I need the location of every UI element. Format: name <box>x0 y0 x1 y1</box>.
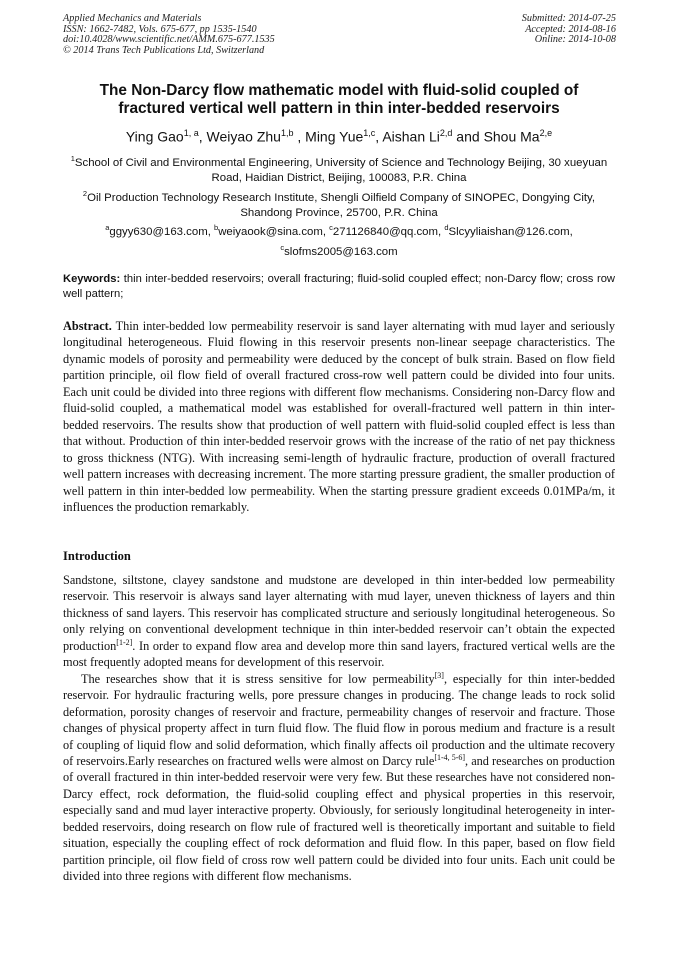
author-name: Ming Yue <box>305 128 364 145</box>
email-address: Slcyyliaishan@126.com, <box>448 225 573 238</box>
affiliation-2 <box>60 186 618 221</box>
author-separator: and <box>452 128 484 145</box>
citation-ref: [1-2] <box>116 637 133 647</box>
affiliation-1 <box>60 151 618 186</box>
abstract <box>63 318 615 515</box>
email-address: slofms2005@163.com <box>284 245 398 258</box>
introduction-body <box>63 572 615 885</box>
intro-text: . In order to expand flow area and develop more thin sand layers, fractured vertical wells are the most frequently adopted means for development of this reservoir. <box>63 638 615 670</box>
email-mark: c <box>329 223 333 232</box>
keywords <box>63 272 615 302</box>
title-line-2: fractured vertical well pattern in thin inter-bedded reservoirs <box>118 100 560 117</box>
intro-paragraph-1 <box>63 572 615 671</box>
online-date: Online: 2014-10-08 <box>534 34 616 46</box>
submitted-date: Submitted: 2014-07-25 <box>521 13 616 24</box>
author-separator: , <box>198 128 207 145</box>
affiliation-mark: 1 <box>70 154 75 163</box>
email-mark: d <box>444 223 449 232</box>
email-mark: b <box>214 223 219 232</box>
email-address: 271126840@qq.com, <box>332 225 445 238</box>
author-affiliation-mark: 2,e <box>539 128 553 138</box>
author-affiliation-mark: 2,d <box>439 128 453 138</box>
keywords-label: Keywords: <box>63 273 121 285</box>
citation-ref: [3] <box>434 670 444 680</box>
author-list <box>40 124 638 146</box>
email-address: weiyaook@sina.com, <box>218 225 330 238</box>
intro-text: The researches show that it is stress sensitive for low permeability <box>81 671 435 686</box>
journal-copyright: © 2014 Trans Tech Publications Ltd, Switzerland <box>63 44 265 56</box>
author-name: Shou Ma <box>483 128 540 145</box>
paper-title <box>40 82 638 118</box>
intro-text: , and researches on production of overall fractured in thin inter-bedded reservoir were very few. But these researches have not considered non-Darcy effect, rock deformation, the fluid-solid coupling effect and physical properties in this reservoir, especially sand and mud layer interactive property. Obviously, for seriously longitudinal heterogeneity in inter-bedded reservoirs, doing research on flow rule of fractured well is theoretically important and suitable to field situation, especially the coupling effect of rock deformation and fluid flow. In this paper, based on flow field partition principle, oil flow field of cross row well pattern could be divided into four units. Each unit could be divided into three regions with different flow mechanisms. <box>63 753 616 884</box>
author-affiliation-mark: 1,b <box>280 128 294 138</box>
affiliation-text: Oil Production Technology Research Institute, Shengli Oilfield Company of SINOPEC, Dongying City, Shandong Province, 25700, P.R. China <box>87 191 596 219</box>
intro-text: Sandstone, siltstone, clayey sandstone and mudstone are developed in thin inter-bedded low permeability reservoir. This reservoir is always sand layer alternating with mud layer, uneven thickness of layers and thin thickness of sand layers. This reservoir has complicated structure and seriously longitudinal heterogeneous. So only relying on conventional development technique in thin inter-bedded reservoir can’t obtain the expected production <box>63 573 615 653</box>
author-affiliation-mark: 1,c <box>363 128 376 138</box>
accepted-date: Accepted: 2014-08-16 <box>525 23 616 35</box>
author-affiliation-mark: 1, a <box>183 128 199 138</box>
abstract-text: Thin inter-bedded low permeability reservoir is sand layer alternating with mud layer and seriously longitudinal heterogeneous. Fluid flowing in this reservoir presents non-linear seepage characteristics. The dynamic models of porosity and permeability were deduced by the concept of bulk strain. Based on flow field partition principle, oil flow field of overall fractured cross-row well pattern could be divided into four units. Each unit could be divided into three regions with different flow mechanisms. Considering non-Darcy flow and fluid-solid coupled, a mathematical model was established for overall-fractured well pattern in thin inter-bedded reservoirs. The results show that production of well pattern with fluid-solid coupled effect is less than that without. Production of thin inter-bedded reservoir grows with the increase of the ratio of net pay thickness to gross thickness (NTG). With increasing semi-length of hydraulic fracture, production of overall fractured well pattern increases with decreasing increment. The more starting pressure gradient, the smaller production of well pattern in thin inter-bedded low permeability. When the starting pressure gradient exceeds 0.01MPa/m, it influences the production remarkably. <box>63 319 615 514</box>
journal-info <box>63 14 275 56</box>
author-separator: , <box>293 128 306 145</box>
email-address: ggyy630@163.com, <box>109 225 215 238</box>
author-name: Aishan Li <box>382 128 440 145</box>
section-heading-introduction: Introduction <box>63 549 131 563</box>
author-separator: , <box>375 128 383 145</box>
citation-ref: [1-4, 5-6] <box>434 752 466 762</box>
author-name: Weiyao Zhu <box>206 128 281 145</box>
affiliation-mark: 2 <box>82 189 88 198</box>
intro-text: , especially for thin inter-bedded reservoir. For hydraulic fracturing wells, pore pressure changes in producing. The change leads to rock solid deformation, porosity changes of reservoir and fracture, permeability changes of reservoir and fracture. Those changes of physical property affect in turn fluid flow. The fluid flow in porous medium and fracture is a result of coupling of liquid flow and solid deformation, which finally affects oil production and the ultimate recovery of reservoirs.Early researches on fractured wells were almost on Darcy rule <box>63 671 615 768</box>
title-line-1: The Non-Darcy flow mathematic model with fluid-solid coupled of <box>99 82 579 99</box>
journal-name: Applied Mechanics and Materials <box>63 13 202 24</box>
publication-dates <box>522 14 616 46</box>
abstract-label: Abstract. <box>63 319 112 333</box>
email-mark: a <box>105 223 110 232</box>
author-name: Ying Gao <box>125 128 184 145</box>
journal-issn: ISSN: 1662-7482, Vols. 675-677, pp 1535-1540 <box>63 23 257 35</box>
keywords-text: thin inter-bedded reservoirs; overall fracturing; fluid-solid coupled effect; non-Darcy flow; cross row well pattern; <box>63 273 615 300</box>
intro-paragraph-2 <box>63 671 615 885</box>
affiliation-text: School of Civil and Environmental Engineering, University of Science and Technology Beijing, 30 xueyuan Road, Haidian District, Beijing, 100083, P.R. China <box>74 156 608 184</box>
journal-doi: doi:10.4028/www.scientific.net/AMM.675-677.1535 <box>63 34 275 46</box>
email-mark: c <box>280 242 285 252</box>
email-list <box>60 220 618 260</box>
